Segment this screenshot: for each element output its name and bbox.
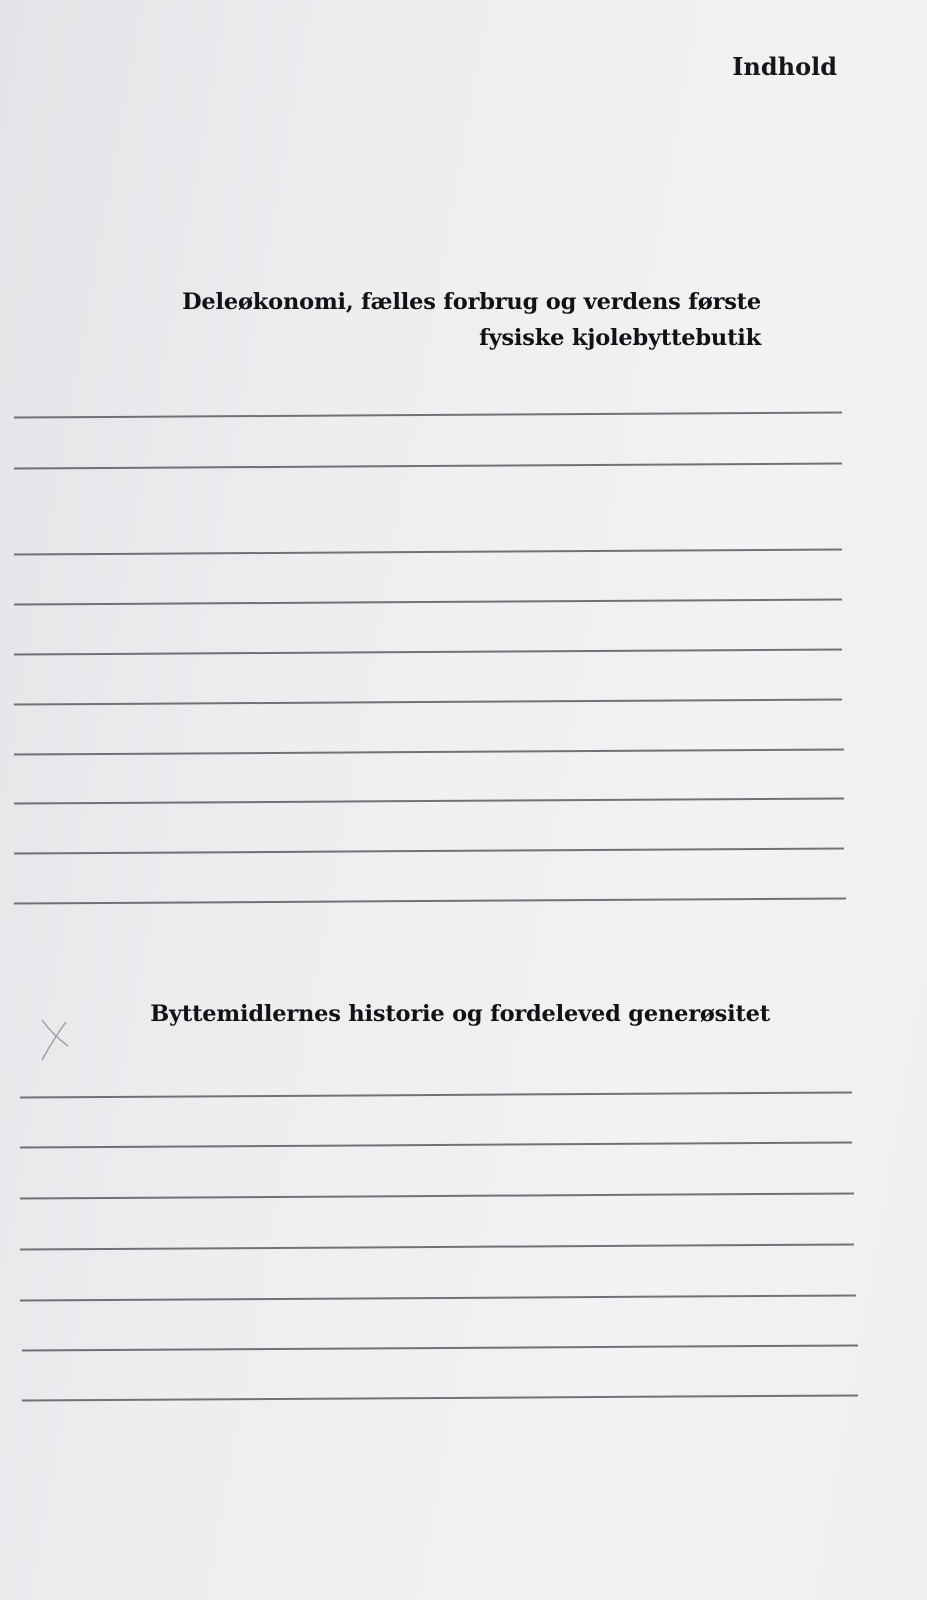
section-heading-line-1: Deleøkonomi, fælles forbrug og verdens første bbox=[182, 289, 761, 315]
divider-line bbox=[14, 847, 844, 854]
divider-line bbox=[14, 797, 844, 804]
divider-line bbox=[14, 698, 842, 705]
section-heading-1 bbox=[182, 284, 761, 356]
divider-line bbox=[14, 548, 842, 555]
divider-line bbox=[22, 1394, 858, 1401]
divider-line bbox=[20, 1294, 856, 1301]
divider-line bbox=[14, 897, 846, 904]
divider-line bbox=[14, 411, 842, 418]
divider-line bbox=[20, 1192, 854, 1199]
divider-line bbox=[14, 462, 842, 469]
divider-line bbox=[20, 1243, 854, 1250]
divider-line bbox=[20, 1091, 852, 1098]
divider-line bbox=[14, 748, 844, 755]
section-heading-line-2: fysiske kjolebyttebutik bbox=[479, 325, 761, 351]
pencil-x-mark bbox=[36, 1016, 76, 1066]
divider-line bbox=[20, 1141, 852, 1148]
divider-line bbox=[22, 1344, 858, 1351]
divider-line bbox=[14, 648, 842, 655]
divider-line bbox=[14, 598, 842, 605]
page-title: Indhold bbox=[732, 52, 837, 81]
section-heading-2: Byttemidlernes historie og fordeleved generøsitet bbox=[150, 1001, 770, 1027]
